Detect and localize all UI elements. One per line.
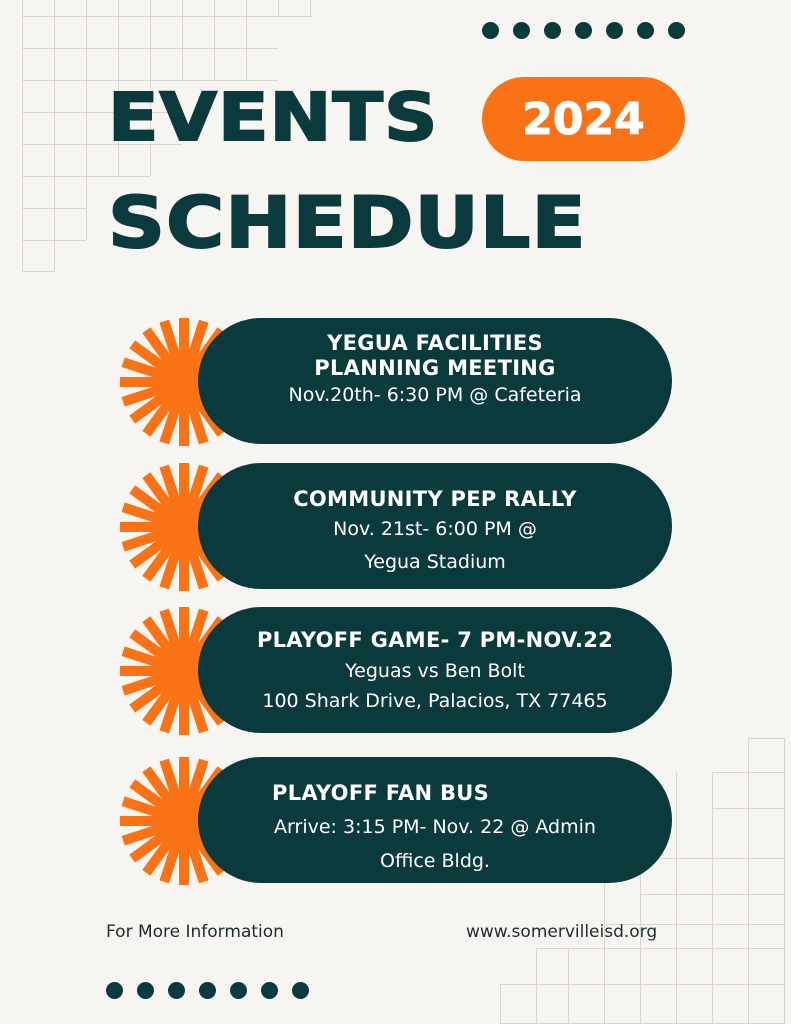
event-card-facilities-meeting <box>198 318 672 444</box>
event-detail-line: Yeguas vs Ben Bolt <box>345 660 525 682</box>
decorative-dots-top <box>482 22 685 39</box>
decorative-dots-bottom <box>106 982 309 999</box>
event-title-line: YEGUA FACILITIES <box>327 331 543 355</box>
event-detail-line: Arrive: 3:15 PM- Nov. 22 @ Admin <box>274 816 596 838</box>
event-detail-line: Office Bldg. <box>380 850 490 872</box>
event-detail-line: Nov. 21st- 6:00 PM @ <box>333 518 537 540</box>
event-title-line: PLAYOFF GAME- 7 PM-NOV.22 <box>256 628 614 652</box>
event-detail-line: 100 Shark Drive, Palacios, TX 77465 <box>262 690 608 712</box>
event-detail-line: Yegua Stadium <box>364 551 506 573</box>
event-card-playoff-game <box>198 607 672 733</box>
title-events: EVENTS <box>108 79 439 156</box>
event-card-fan-bus <box>198 757 672 883</box>
event-title-line: PLANNING MEETING <box>314 356 556 380</box>
event-title-line: COMMUNITY PEP RALLY <box>293 487 577 511</box>
footer-info-label: For More Information <box>106 922 284 942</box>
event-title-line: PLAYOFF FAN BUS <box>272 781 490 805</box>
event-detail-line: Nov.20th- 6:30 PM @ Cafeteria <box>288 384 582 406</box>
year-badge: 2024 <box>482 77 685 161</box>
footer-website-link[interactable]: www.somervilleisd.org <box>466 922 658 942</box>
title-schedule: SCHEDULE <box>108 182 587 264</box>
event-card-pep-rally <box>198 463 672 589</box>
